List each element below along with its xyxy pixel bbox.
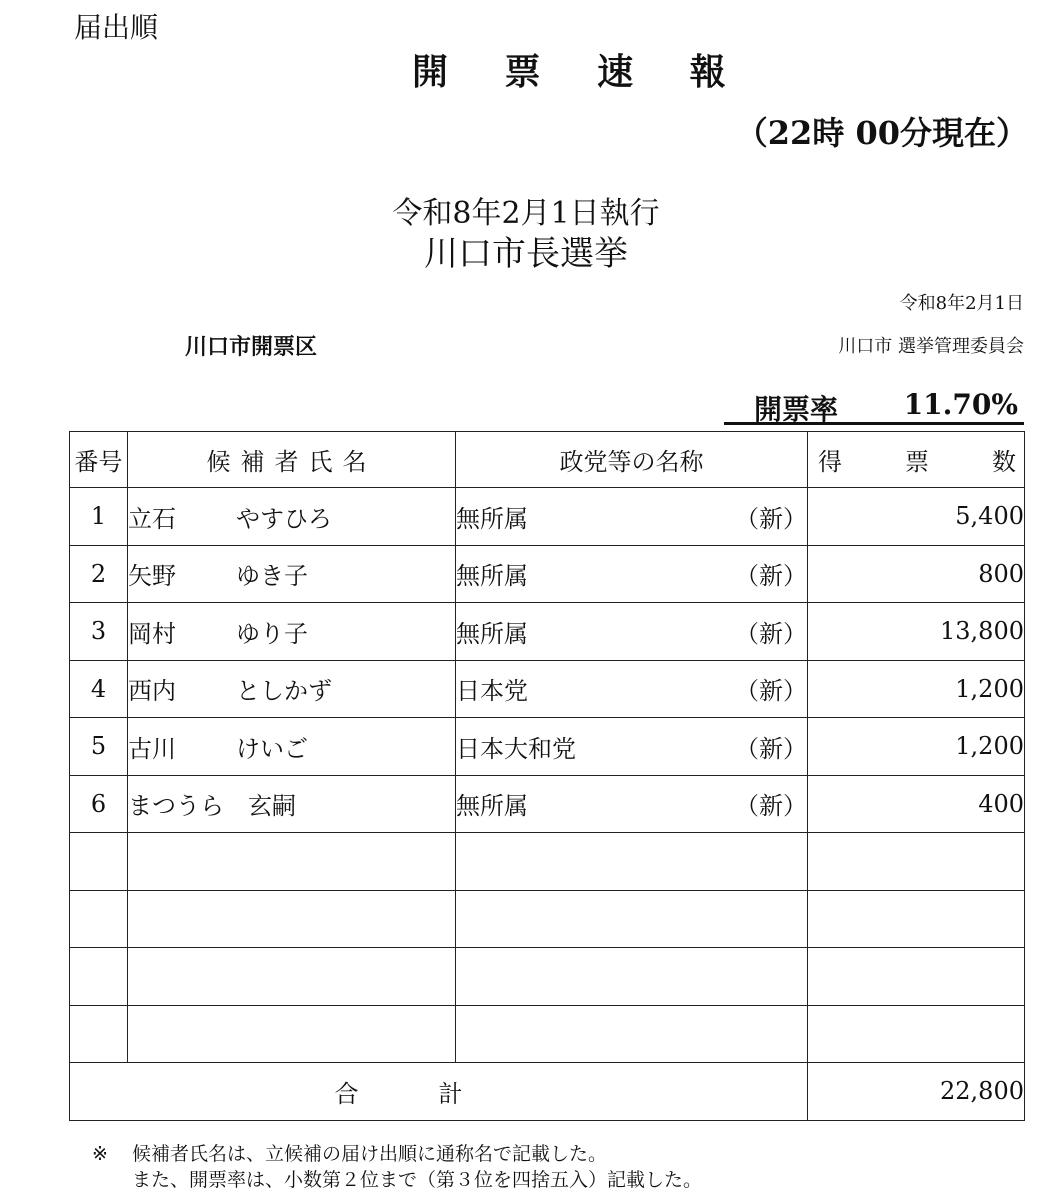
vote-count: 1,200 xyxy=(808,718,1025,776)
party-name: 無所属 xyxy=(456,562,528,591)
header-votes-char: 数 xyxy=(992,448,1016,476)
results-table xyxy=(69,431,1025,1121)
election-name: 川口市長選挙 xyxy=(424,234,628,274)
table-row xyxy=(70,718,1025,776)
candidate-given-name: ゆき子 xyxy=(236,562,308,591)
candidate-surname: 岡村 xyxy=(128,619,176,648)
candidate-given-name: けいご xyxy=(236,734,308,763)
party-cell xyxy=(456,488,808,546)
candidate-status: （新） xyxy=(735,734,807,763)
table-row xyxy=(70,660,1025,718)
order-label: 届出順 xyxy=(74,11,159,44)
party-name: 無所属 xyxy=(456,792,528,821)
candidate-surname: 西内 xyxy=(128,677,176,706)
candidate-number: 2 xyxy=(70,545,128,603)
footnote-mark: ※ xyxy=(92,1143,108,1165)
party-name: 日本大和党 xyxy=(456,734,576,763)
empty-row xyxy=(70,1005,1025,1063)
party-cell xyxy=(456,545,808,603)
empty-row xyxy=(70,890,1025,948)
candidate-status: （新） xyxy=(735,504,807,533)
header-votes-char: 票 xyxy=(905,448,929,476)
candidate-name xyxy=(128,775,456,833)
table-row xyxy=(70,603,1025,661)
header-candidate-name: 候補者氏名 xyxy=(128,432,456,488)
candidate-given-name: としかず xyxy=(236,677,332,706)
candidate-surname: 矢野 xyxy=(128,562,176,591)
counting-rate-label: 開票率 xyxy=(754,393,839,426)
footnote-line: 候補者氏名は、立候補の届け出順に通称名で記載した。 xyxy=(132,1143,608,1165)
candidate-name xyxy=(128,545,456,603)
candidate-given-name: やすひろ xyxy=(236,504,332,533)
counting-rate xyxy=(724,386,1024,425)
party-name: 無所属 xyxy=(456,504,528,533)
counting-district: 川口市開票区 xyxy=(185,334,318,360)
candidate-status: （新） xyxy=(735,562,807,591)
candidate-name xyxy=(128,488,456,546)
candidate-name xyxy=(128,660,456,718)
report-timestamp: （22時 00分現在） xyxy=(735,114,1028,152)
candidate-given-name: ゆり子 xyxy=(236,619,308,648)
candidate-name xyxy=(128,718,456,776)
candidate-given-name: 玄嗣 xyxy=(248,792,296,821)
execution-date: 令和8年2月1日執行 xyxy=(392,196,660,231)
candidate-status: （新） xyxy=(735,677,807,706)
candidate-status: （新） xyxy=(735,792,807,821)
total-row xyxy=(70,1063,1025,1121)
candidate-number: 3 xyxy=(70,603,128,661)
footnote-line: また、開票率は、小数第２位まで（第３位を四捨五入）記載した。 xyxy=(132,1169,703,1191)
document-title: 開 票 速 報 xyxy=(412,51,748,93)
candidate-surname: 立石 xyxy=(128,504,176,533)
candidate-number: 5 xyxy=(70,718,128,776)
header-votes-char: 得 xyxy=(818,448,842,476)
header-number: 番号 xyxy=(70,432,128,488)
table-row xyxy=(70,775,1025,833)
header-party-name: 政党等の名称 xyxy=(456,432,808,488)
counting-rate-value: 11.70% xyxy=(903,388,1018,421)
table-header-row xyxy=(70,432,1025,488)
vote-count: 1,200 xyxy=(808,660,1025,718)
vote-count: 5,400 xyxy=(808,488,1025,546)
candidate-status: （新） xyxy=(735,619,807,648)
candidate-surname: 古川 xyxy=(128,734,176,763)
vote-count: 400 xyxy=(808,775,1025,833)
election-committee: 川口市 選挙管理委員会 xyxy=(838,336,1024,357)
total-label: 合計 xyxy=(70,1063,808,1121)
party-cell xyxy=(456,718,808,776)
party-cell xyxy=(456,603,808,661)
table-row xyxy=(70,488,1025,546)
party-name: 無所属 xyxy=(456,619,528,648)
candidate-number: 6 xyxy=(70,775,128,833)
vote-count: 13,800 xyxy=(808,603,1025,661)
vote-count: 800 xyxy=(808,545,1025,603)
party-cell xyxy=(456,775,808,833)
table-row xyxy=(70,545,1025,603)
issue-date: 令和8年2月1日 xyxy=(899,293,1024,314)
party-name: 日本党 xyxy=(456,677,528,706)
candidate-name xyxy=(128,603,456,661)
total-votes: 22,800 xyxy=(808,1063,1025,1121)
party-cell xyxy=(456,660,808,718)
empty-row xyxy=(70,948,1025,1006)
candidate-number: 4 xyxy=(70,660,128,718)
header-votes xyxy=(808,432,1025,488)
candidate-surname: まつうら xyxy=(128,792,224,821)
candidate-number: 1 xyxy=(70,488,128,546)
empty-row xyxy=(70,833,1025,891)
